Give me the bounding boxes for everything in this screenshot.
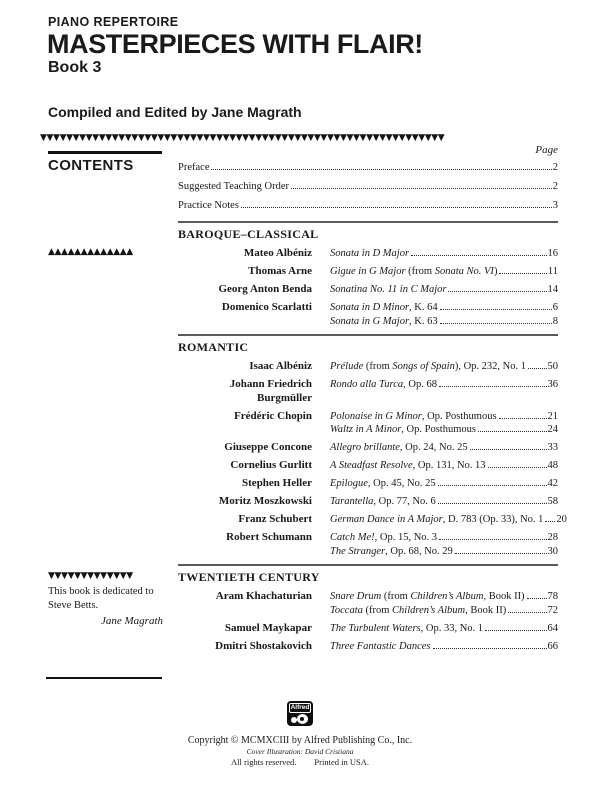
dot-leader [438,503,547,504]
front-matter-row [178,177,558,196]
title-segment: , K. 63 [409,315,438,327]
dedication-line1: This book is dedicated to [48,586,154,597]
page-number: 58 [547,496,558,507]
dot-leader [545,521,555,522]
toc-item [178,283,558,297]
title-segment: , Op. 68 [403,379,437,390]
title-segment: Polonaise in G Minor [330,410,422,422]
title-segment: , Book II) [465,604,507,616]
composer-name: Moritz Moszkowski [218,495,312,507]
page-number: 2 [552,181,558,192]
dot-leader [499,273,546,274]
page-number: 64 [547,622,558,634]
works-column [330,640,558,654]
dot-leader [528,368,546,369]
page-number: 16 [547,248,558,259]
title-segment: Three Fantastic Dances [330,640,431,652]
alfred-logo-mark-icon [297,714,308,724]
page-number: 33 [547,442,558,453]
table-of-contents [178,144,567,658]
dot-leader [211,169,551,170]
work-title [330,513,543,527]
page-number: 24 [547,424,558,435]
dot-leader [448,291,546,292]
work-title [330,315,438,329]
works-column [330,495,558,509]
works-column [330,360,558,374]
work-title [330,423,476,437]
works-column [330,590,558,617]
title-segment: The Stranger [330,545,386,557]
dot-leader [241,207,552,208]
cover-credit-line: Cover Illustration: David Cristiana [246,747,354,756]
title-segment: Children’s Album [410,591,484,602]
title-segment: Rondo alla Turca [330,379,404,390]
dot-leader [433,648,547,649]
title-segment: Gigue in G Major [330,266,406,277]
title-segment: , K. 64 [409,302,438,313]
toc-work-row [330,513,567,527]
dot-leader [478,431,547,432]
front-matter-row [178,158,558,177]
works-column [330,622,558,636]
title-segment: The Turbulent Waters [330,622,421,634]
work-title [330,495,436,509]
title-segment: A Steadfast Resolve [330,460,413,471]
triangle-divider: ▼▼▼▼▼▼▼▼▼▼▼▼▼▼▼▼▼▼▼▼▼▼▼▼▼▼▼▼▼▼▼▼▼▼▼▼▼▼▼▼▼▼▼▼▼▼▼▼▼▼▼▼▼▼▼▼▼▼▼▼▼▼ [40,133,445,143]
works-column [330,301,558,328]
toc-work-row [330,459,558,473]
printed-in: Printed in USA. [314,757,369,767]
page-number: 66 [547,640,558,652]
title-segment: Tarantella [330,496,374,507]
title-segment: Waltz in A Minor [330,424,402,435]
title-segment: , Op. 15, No. 3 [374,532,438,543]
dot-leader [499,418,547,419]
dedication-signature: Jane Magrath [100,615,163,627]
title-segment: Sonata in D Minor [330,302,410,313]
composer-name: Frédéric Chopin [234,409,312,422]
front-matter-label: Practice Notes [178,200,239,211]
front-matter-label: Preface [178,162,210,173]
title-segment: Epilogue [330,478,368,489]
byline: Compiled and Edited by Jane Magrath [48,104,302,120]
work-title [330,360,526,374]
toc-item [178,459,558,473]
title-segment: ), Op. 232, No. 1 [454,361,527,372]
toc-item [178,265,558,279]
page-number: 8 [552,315,558,327]
toc-item [178,410,558,437]
toc-work-row [330,441,558,455]
work-title [330,301,438,315]
page-number: 20 [556,514,567,525]
title-segment: , D. 783 (Op. 33), No. 1 [442,514,544,525]
composer-name: Aram Khachaturian [215,590,312,602]
toc-item [178,640,558,654]
toc-item [178,301,558,328]
works-column [330,441,558,455]
contents-heading: CONTENTS [48,157,134,174]
title-segment: (from [362,604,393,616]
title-segment: Sonatina No. 11 in C Major [330,284,447,295]
work-title [330,622,483,636]
dot-leader [440,309,552,310]
book-number: Book 3 [48,59,102,76]
works-column [330,513,567,527]
dot-leader [438,485,547,486]
toc-work-row [330,622,558,636]
work-title [330,459,486,473]
dedication-line2: Steve Betts. [48,599,99,611]
toc-item [178,441,558,455]
toc-work-row [330,265,558,279]
title-segment: , Op. Posthumous [401,424,476,435]
front-matter-list [178,158,558,215]
work-title [330,410,497,424]
dot-leader [411,255,546,256]
toc-work-row [330,378,558,392]
sidebar-bottom-rule [46,677,162,679]
section-title: TWENTIETH CENTURY [178,570,320,584]
work-title [330,590,525,604]
page-number: 48 [547,460,558,471]
toc-item [178,531,558,558]
series-label: PIANO REPERTOIRE [48,15,179,29]
title-segment: (from [381,591,411,602]
works-column [330,477,558,491]
toc-work-row [330,360,558,374]
title-segment: Sonata in D Major [330,248,410,259]
page-number: 42 [547,478,558,489]
work-title [330,283,446,297]
title-segment: Toccata [330,604,363,616]
composer-name: Robert Schumann [226,531,312,543]
composer-name: Stephen Heller [242,477,312,489]
down-triangle-row: ▼▼▼▼▼▼▼▼▼▼▼▼▼ [48,571,133,581]
works-column [330,531,558,558]
works-column [330,410,558,437]
composer-name: Thomas Arne [248,265,312,277]
toc-item [178,590,558,617]
toc-item [178,495,558,509]
rights-line [0,757,600,767]
page-number: 28 [547,532,558,543]
works-column [330,378,558,392]
works-column [330,265,558,279]
title-segment: German Dance in A Major [330,514,443,525]
rights-reserved: All rights reserved. [231,757,297,767]
book-title: MASTERPIECES WITH FLAIR! [47,29,423,59]
toc-item [178,477,558,491]
page-number: 50 [547,361,558,372]
work-title [330,545,453,559]
dedication-text [48,585,168,612]
page-number: 21 [547,410,558,422]
front-matter-row [178,196,558,215]
works-column [330,247,558,261]
dot-leader [291,188,552,189]
composer-name: Georg Anton Benda [218,283,312,295]
title-segment: , Op. 45, No. 25 [367,478,436,489]
dot-leader [485,630,546,631]
contents-rule [48,151,162,154]
work-title [330,378,437,392]
toc-work-row [330,283,558,297]
toc-work-row [330,590,558,604]
front-matter-label: Suggested Teaching Order [178,181,290,192]
title-segment: , Op. Posthumous [421,410,497,422]
title-segment: Prélude [330,361,364,372]
title-segment: , Op. 77, No. 6 [373,496,436,507]
page-number: 72 [547,604,558,616]
toc-work-row [330,604,558,618]
title-segment: , Op. 24, No. 25 [399,442,468,453]
title-segment: , Op. 33, No. 1 [420,622,484,634]
toc-work-row [330,423,558,437]
work-title [330,640,431,654]
work-title [330,531,437,545]
toc-item [178,360,558,374]
title-segment: Songs of Spain [392,361,455,372]
page-number: 2 [552,162,558,173]
works-column [330,283,558,297]
dot-leader [527,598,547,599]
toc-section [178,564,558,653]
section-list [178,221,567,653]
work-title [330,441,468,455]
page-number: 11 [547,266,558,277]
page-number: 6 [552,302,558,313]
composer-name: Isaac Albéniz [249,360,312,372]
dot-leader [488,467,547,468]
title-segment: ) [493,266,498,277]
toc-work-row [330,410,558,424]
page-number: 14 [547,284,558,295]
title-segment: Children’s Album [392,604,466,616]
dot-leader [439,386,547,387]
work-title [330,477,436,491]
title-segment: (from [405,266,435,277]
toc-item [178,622,558,636]
dot-leader [470,449,547,450]
toc-work-row [330,531,558,545]
composer-name: Dmitri Shostakovich [215,639,312,652]
toc-section [178,334,567,558]
composer-name: Domenico Scarlatti [221,301,312,313]
up-triangle-row: ▲▲▲▲▲▲▲▲▲▲▲▲▲ [48,247,133,257]
section-title: ROMANTIC [178,340,249,354]
title-segment: Snare Drum [330,591,382,602]
composer-name: Cornelius Gurlitt [230,459,312,471]
composer-name: Mateo Albéniz [243,247,312,259]
toc-work-row [330,301,558,315]
toc-work-row [330,315,558,329]
page-number: 36 [547,379,558,390]
works-column [330,459,558,473]
title-segment: Allegro brillante [330,442,400,453]
toc-work-row [330,495,558,509]
toc-item [178,378,558,405]
title-segment: , Op. 68, No. 29 [385,545,453,557]
composer-name: Franz Schubert [238,513,312,525]
work-title [330,247,409,261]
composer-name: Giuseppe Concone [224,441,312,453]
page-number: 30 [547,545,558,557]
alfred-logo [287,701,313,726]
dot-leader [440,323,552,324]
toc-work-row [330,545,558,559]
dot-leader [439,539,546,540]
title-segment: , Book II) [483,591,525,602]
title-segment: Sonata No. VI [434,266,494,277]
toc-work-row [330,477,558,491]
title-segment: Sonata in G Major [330,315,410,327]
toc-work-row [330,247,558,261]
page-number: 78 [547,591,558,602]
section-title: BAROQUE–CLASSICAL [178,227,319,241]
page-column-label: Page [535,144,558,156]
toc-section [178,221,558,328]
toc-item [178,247,558,261]
work-title [330,265,497,279]
page-number: 3 [552,200,558,211]
copyright-line: Copyright © MCMXCIII by Alfred Publishing Co., Inc. [187,735,413,746]
toc-work-row [330,640,558,654]
composer-name: Samuel Maykapar [224,621,312,634]
composer-name: Johann Friedrich Burgmüller [229,378,312,404]
title-segment: , Op. 131, No. 13 [412,460,486,471]
dot-leader [455,553,547,554]
alfred-logo-text: Alfred [290,704,310,711]
title-segment: (from [363,361,393,372]
title-segment: Catch Me! [330,532,375,543]
work-title [330,604,506,618]
dot-leader [508,612,546,613]
toc-item [178,513,567,527]
